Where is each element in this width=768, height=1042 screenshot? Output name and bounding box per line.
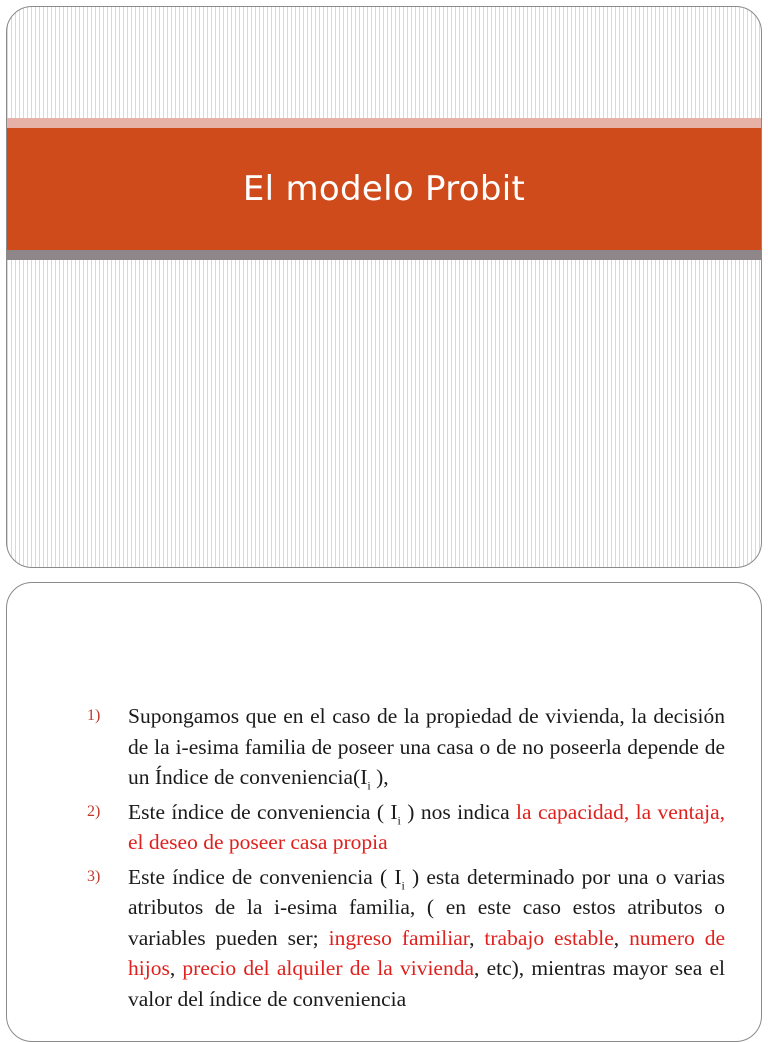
- item-text: ,: [613, 925, 630, 950]
- item-text: ) esta determinado por una o varias atributos de la i-esima familia, ( en este caso estos atributos o variables pueden ser;: [128, 864, 725, 950]
- content-slide: [6, 582, 762, 1042]
- slide-title: El modelo Probit: [242, 169, 526, 209]
- item-text: ,: [169, 956, 183, 980]
- list-item: [87, 701, 725, 793]
- highlighted-text: precio del alquiler de la vivienda: [182, 956, 474, 980]
- highlighted-text: trabajo estable: [484, 925, 614, 950]
- list-number: 3): [87, 867, 101, 885]
- item-text: ,: [469, 925, 485, 950]
- list-item: [87, 862, 725, 1015]
- item-text: ) nos indica: [400, 799, 517, 824]
- title-band: [7, 128, 761, 250]
- list-item: [87, 797, 725, 858]
- item-text: Supongamos que en el caso de la propiedad de vivienda, la decisión de la i-esima familia de poseer una casa o de no poseerla depende de un Índice de conveniencia(I: [128, 704, 725, 789]
- item-text: Este índice de conveniencia ( I: [128, 864, 402, 889]
- title-band-top-stripe: [7, 118, 761, 128]
- title-slide: [6, 6, 762, 568]
- subscript: i: [401, 877, 405, 892]
- title-band-bottom-stripe: [7, 250, 761, 260]
- list-number: 1): [87, 707, 101, 724]
- subscript: i: [397, 812, 401, 827]
- item-text: ),: [370, 765, 389, 789]
- list-number: 2): [87, 802, 101, 820]
- highlighted-text: la capacidad, la ventaja, el deseo de poseer casa propia: [128, 799, 726, 854]
- numbered-list: [87, 701, 725, 1018]
- item-text: , etc), mientras mayor sea el valor del índice de conveniencia: [128, 956, 725, 1011]
- highlighted-text: ingreso familiar: [328, 925, 470, 950]
- item-text: Este índice de conveniencia ( I: [128, 799, 398, 824]
- subscript: i: [367, 778, 371, 793]
- highlighted-text: numero de hijos: [128, 925, 726, 980]
